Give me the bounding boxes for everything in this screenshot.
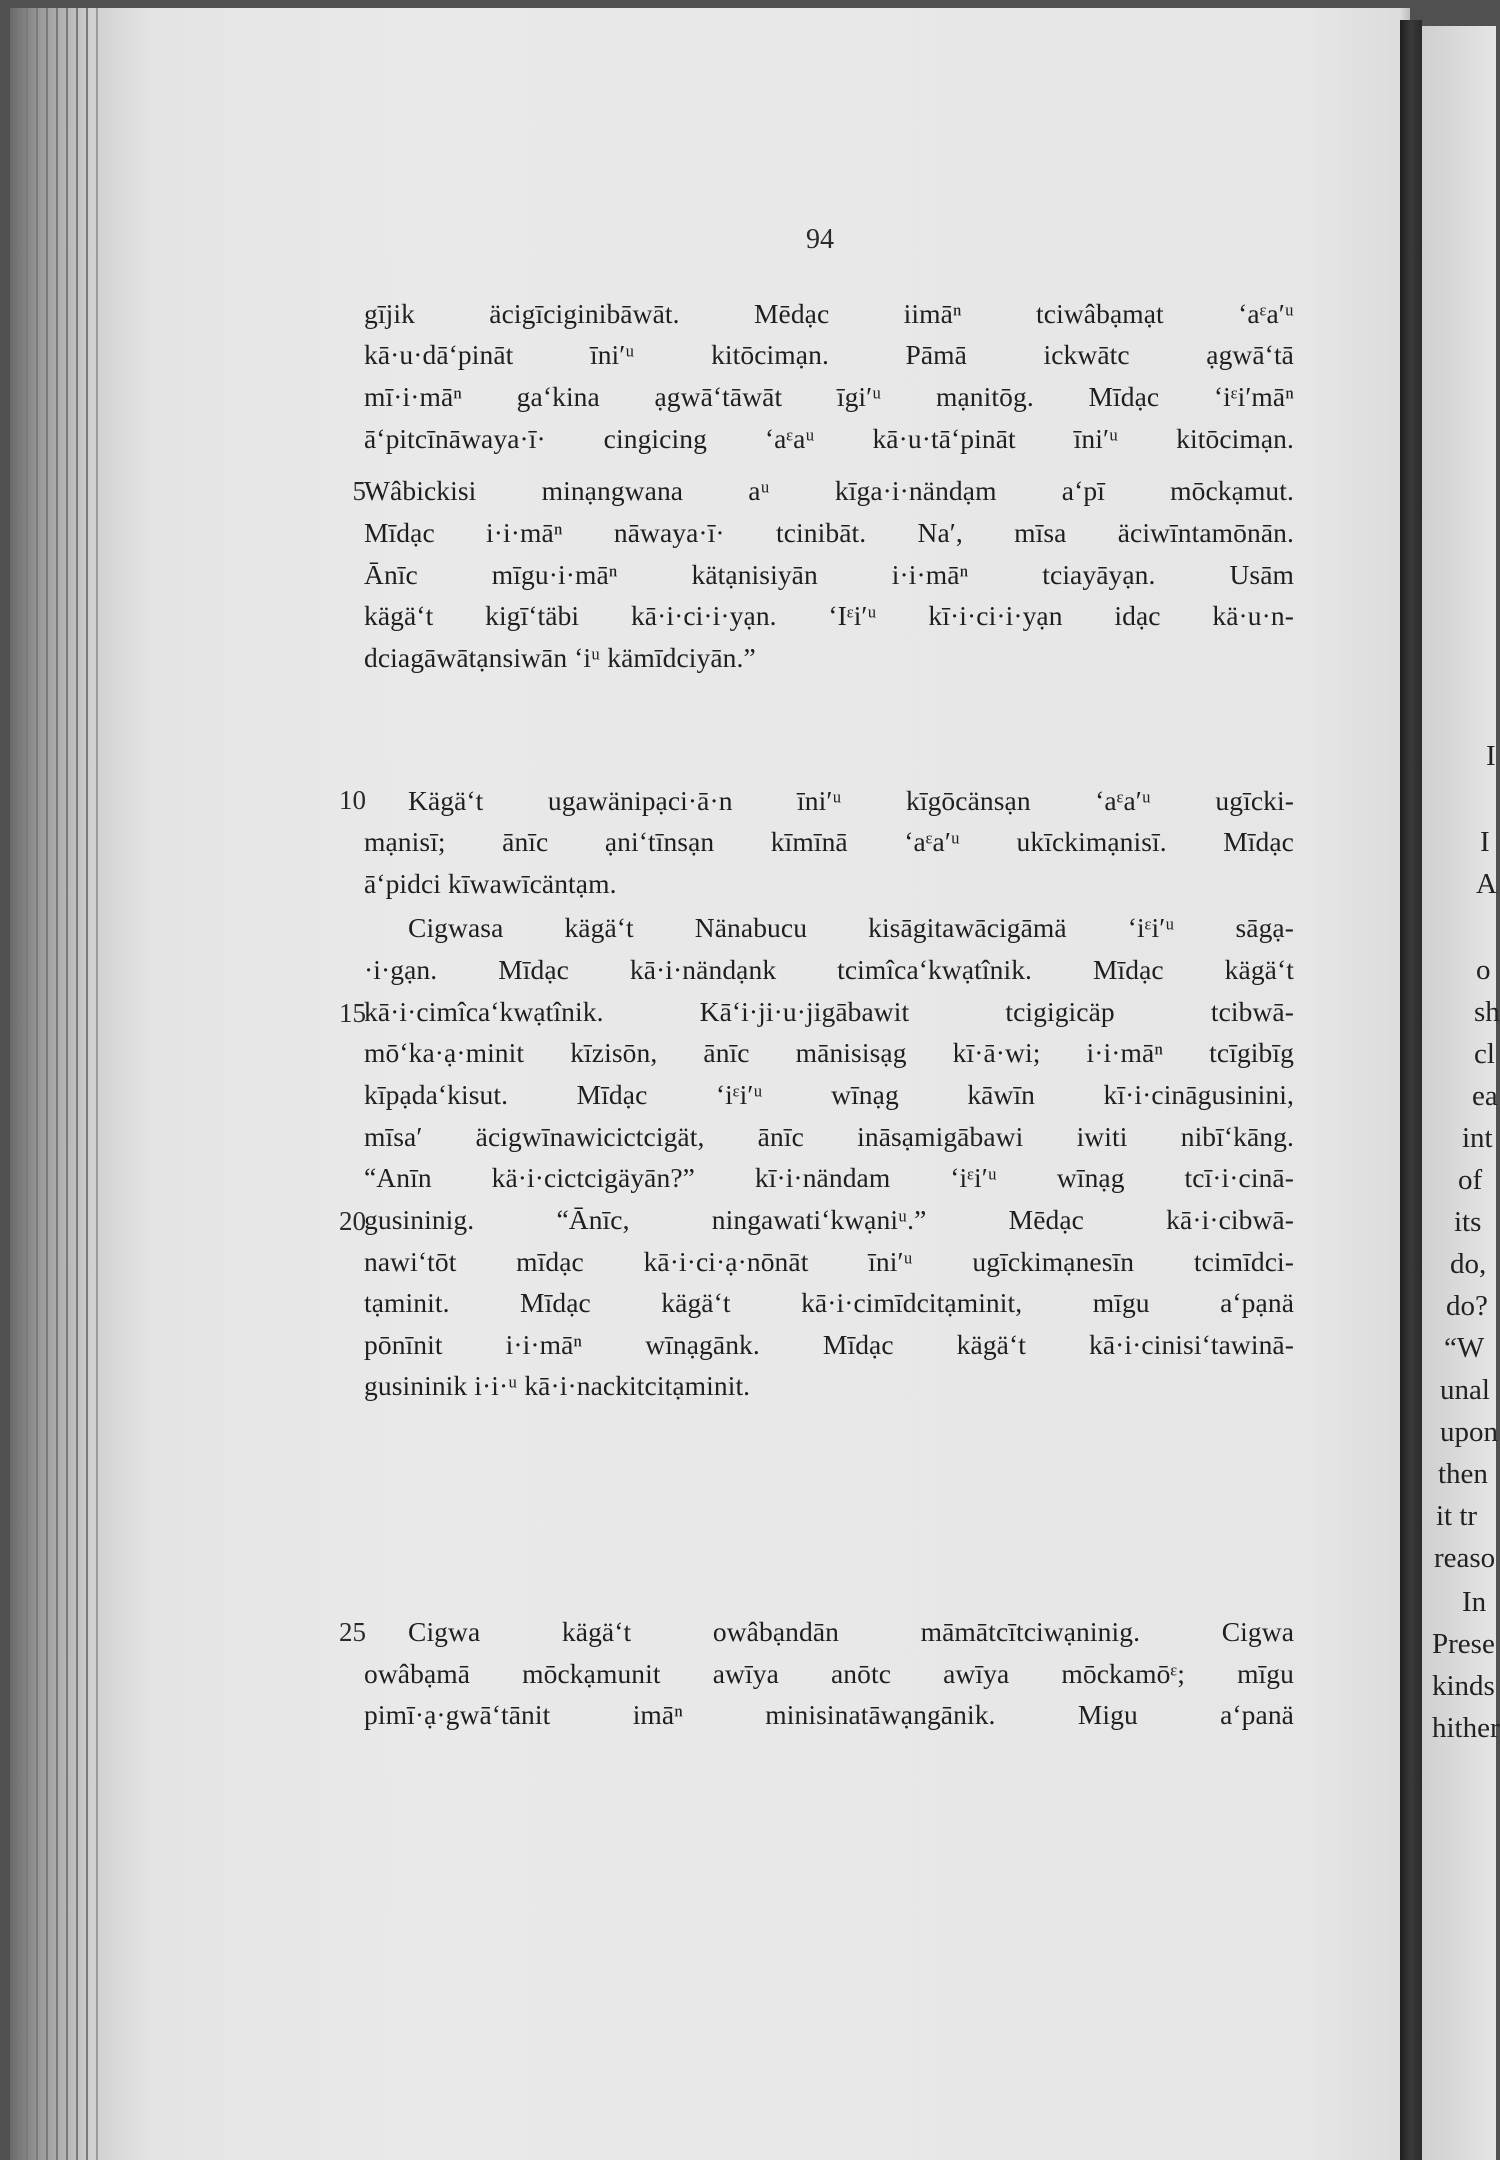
text-line: tạminit. Mīdạc kägä‘t kā·i·cimīdcitạminit, mīgu a‘pạnä <box>364 1287 1294 1318</box>
facing-text-fragment: then <box>1438 1458 1488 1490</box>
text-line: pimī·ạ·gwā‘tānit imāⁿ minisinatāwạngānik. Migu a‘panä <box>364 1699 1294 1730</box>
facing-text-fragment: sh <box>1474 996 1500 1028</box>
facing-text-fragment: int <box>1462 1122 1493 1154</box>
text-line: ·i·gạn. Mīdạc kā·i·nändạnk tcimîca‘kwạtînik. Mīdạc kägä‘t <box>364 954 1294 985</box>
page-number: 94 <box>806 224 834 255</box>
facing-text-fragment: hither <box>1432 1712 1500 1744</box>
page-edge <box>26 8 28 2160</box>
facing-text-fragment: do, <box>1450 1248 1487 1280</box>
book-gutter <box>1400 20 1422 2160</box>
text-line: mạnisī; ānīc ạni‘tīnsạn kīmīnā ‘aᵋa′ᵘ ukīckimạnisī. Mīdạc <box>364 826 1294 857</box>
facing-text-fragment: unal <box>1440 1374 1490 1406</box>
text-line: mō‘ka·ạ·minit kīzisōn, ānīc mānisisạg kī·ā·wi; i·i·māⁿ tcīgibīg <box>364 1037 1294 1068</box>
text-line: Ānīc mīgu·i·māⁿ kätạnisiyān i·i·māⁿ tciayāyạn. Usām <box>364 559 1294 590</box>
facing-text-fragment: do? <box>1446 1290 1488 1322</box>
text-line: ā‘pitcīnāwaya·ī· cingicing ‘aᵋaᵘ kā·u·tā‘pināt īni′ᵘ kitōcimạn. <box>364 423 1294 454</box>
line-number: 15 <box>339 998 366 1028</box>
facing-text-fragment: upon <box>1440 1416 1498 1448</box>
page-edge <box>96 8 98 2160</box>
page-edge <box>86 8 88 2160</box>
text-line: gusininik i·i·ᵘ kā·i·nackitcitạminit. <box>364 1370 751 1401</box>
facing-text-fragment: I <box>1486 740 1496 772</box>
text-line: “Anīn kä·i·cictcigäyān?” kī·i·nändam ‘iᵋi′ᵘ wīnạg tcī·i·cinā- <box>364 1162 1294 1193</box>
text-line: pōnīnit i·i·māⁿ wīnạgānk. Mīdạc kägä‘t kā·i·cinisi‘tawinā- <box>364 1329 1294 1360</box>
text-line: Cigwasa kägä‘t Nänabucu kisāgitawācigāmä ‘iᵋi′ᵘ sāgạ- <box>408 912 1294 943</box>
text-line: kā·i·cimîca‘kwạtînik. Kā‘i·ji·u·jigābawit tcigigicäp tcibwā- <box>364 996 1294 1027</box>
facing-page <box>1422 26 1500 2160</box>
line-number: 25 <box>339 1617 366 1647</box>
text-line: nawi‘tōt mīdạc kā·i·ci·ạ·nōnāt īni′ᵘ ugīckimạnesīn tcimīdci- <box>364 1246 1294 1277</box>
facing-text-fragment: reaso <box>1434 1542 1496 1574</box>
page-edge <box>56 8 58 2160</box>
text-line: mī·i·māⁿ ga‘kina ạgwā‘tāwāt īgi′ᵘ mạnitōg. Mīdạc ‘iᵋi′māⁿ <box>364 381 1294 412</box>
facing-text-fragment: kinds <box>1432 1670 1495 1702</box>
facing-text-fragment: its <box>1454 1206 1482 1238</box>
facing-text-fragment: I <box>1480 826 1490 858</box>
facing-text-fragment: it tr <box>1436 1500 1478 1532</box>
text-line: owâbạmā mōckạmunit awīya anōtc awīya mōckamōᵋ; mīgu <box>364 1658 1294 1689</box>
page-edge <box>46 8 48 2160</box>
text-line: ā‘pidci kīwawīcäntạm. <box>364 868 617 899</box>
text-line: gusininig. “Ānīc, ningawati‘kwạniᵘ.” Mēdạc kā·i·cibwā- <box>364 1204 1294 1235</box>
text-line: Wâbickisi minạngwana aᵘ kīga·i·nändạm a‘pī mōckạmut. <box>364 475 1294 506</box>
text-line: gījik äcigīciginibāwāt. Mēdạc iimāⁿ tciwâbạmạt ‘aᵋa′ᵘ <box>364 298 1294 329</box>
facing-text-fragment: of <box>1458 1164 1483 1196</box>
facing-text-fragment: ea <box>1472 1080 1498 1112</box>
line-number: 5 <box>352 476 366 506</box>
line-number: 20 <box>339 1206 366 1236</box>
text-line: Kägä‘t ugawänipạci·ā·n īni′ᵘ kīgōcänsạn ‘aᵋa′ᵘ ugīcki- <box>408 785 1294 816</box>
text-line: Mīdạc i·i·māⁿ nāwaya·ī· tcinibāt. Na′, mīsa äciwīntamōnān. <box>364 517 1294 548</box>
page-edge <box>36 8 38 2160</box>
text-line: kā·u·dā‘pināt īni′ᵘ kitōcimạn. Pāmā ickwātc ạgwā‘tā <box>364 339 1294 370</box>
facing-text-fragment: o <box>1476 954 1491 986</box>
page-edge <box>76 8 78 2160</box>
facing-text-fragment: cl <box>1474 1038 1495 1070</box>
text-line: kägä‘t kigī‘täbi kā·i·ci·i·yạn. ‘Iᵋi′ᵘ kī·i·ci·i·yạn idạc kä·u·n- <box>364 600 1294 631</box>
facing-text-fragment: Prese <box>1432 1628 1495 1660</box>
facing-text-fragment: A <box>1476 868 1497 900</box>
line-number: 10 <box>339 785 366 815</box>
text-line: Cigwa kägä‘t owâbạndān māmātcītciwạninig. Cigwa <box>408 1616 1294 1647</box>
facing-text-fragment: In <box>1462 1586 1487 1618</box>
text-line: mīsa′ äcigwīnawicictcigät, ānīc ināsạmigābawi iwiti nibī‘kāng. <box>364 1121 1294 1152</box>
facing-text-fragment: “W <box>1444 1332 1485 1364</box>
book-page <box>10 8 1410 2160</box>
text-line: dciagāwātạnsiwān ‘iᵘ kämīdciyān.” <box>364 642 756 673</box>
text-line: kīpạda‘kisut. Mīdạc ‘iᵋi′ᵘ wīnạg kāwīn kī·i·cināgusinini, <box>364 1079 1294 1110</box>
page-edge <box>66 8 68 2160</box>
